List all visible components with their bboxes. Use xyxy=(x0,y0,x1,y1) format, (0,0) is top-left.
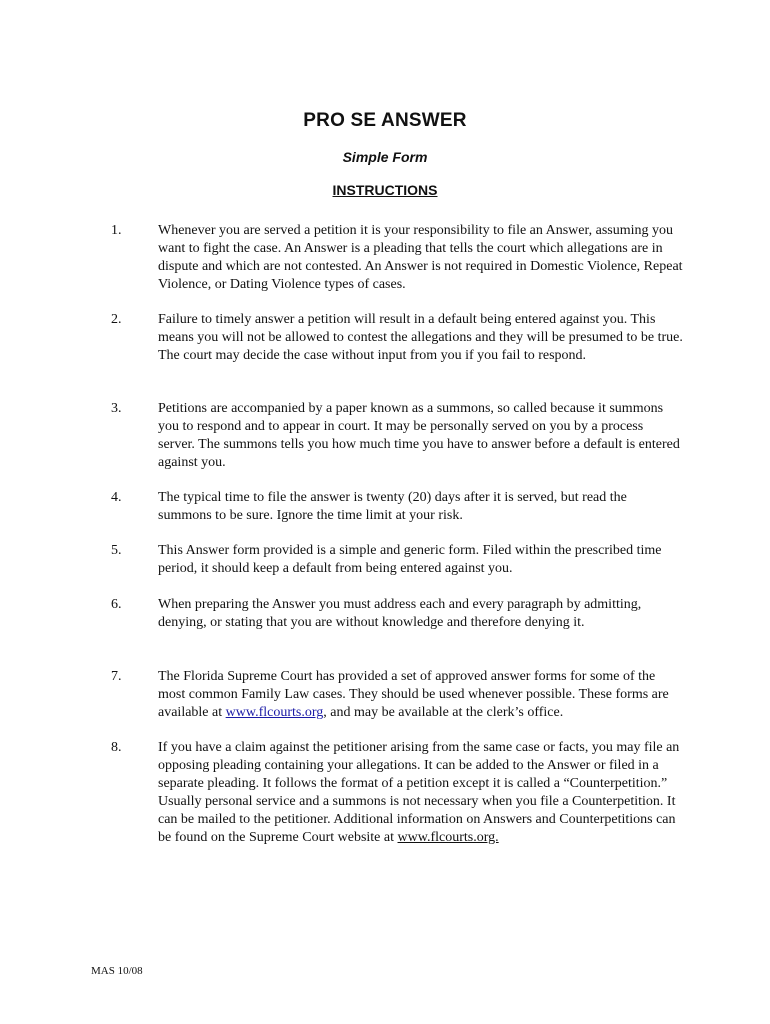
item-number: 5. xyxy=(111,543,122,558)
item-number: 7. xyxy=(111,669,122,684)
item-text: When preparing the Answer you must address each and every paragraph by admitting, denying, or stating that you are without knowledge and therefore denying it. xyxy=(158,597,642,630)
item-text: Failure to timely answer a petition will result in a default being entered against you. This means you will not be allowed to contest the allegations and they will be presumed to be true. The court may decide the case without input from you if you fail to respond. xyxy=(158,312,683,363)
item-number: 4. xyxy=(111,490,122,505)
item-text xyxy=(158,739,683,847)
item-text-before: The Florida Supreme Court has provided a set of approved answer forms for some of the most common Family Law cases. They should be used whenever possible. These forms are available at xyxy=(158,669,669,720)
item-number: 6. xyxy=(111,597,122,612)
flcourts-website-link[interactable]: www.flcourts.org. xyxy=(397,830,499,845)
flcourts-link[interactable]: www.flcourts.org xyxy=(225,705,324,720)
item-text: The typical time to file the answer is twenty (20) days after it is served, but read the summons to be sure. Ignore the time limit at your risk. xyxy=(158,490,627,523)
form-code-footer: MAS 10/08 xyxy=(91,965,143,977)
item-number: 8. xyxy=(111,740,122,755)
item-number: 3. xyxy=(111,401,122,416)
item-text xyxy=(158,668,683,722)
item-text: This Answer form provided is a simple and generic form. Filed within the prescribed time period, it should keep a default from being entered against you. xyxy=(158,543,662,576)
instructions-heading: INSTRUCTIONS xyxy=(332,182,438,198)
item-text: Whenever you are served a petition it is your responsibility to file an Answer, assuming you want to fight the case. An Answer is a pleading that tells the court which allegations are in dispute and which are not contested. An Answer is not required in Domestic Violence, Repeat Violence, or Dating Violence types of cases. xyxy=(158,223,683,292)
item-text-after: , and may be available at the clerk’s office. xyxy=(323,705,564,720)
item-number: 1. xyxy=(111,223,122,238)
item-text-before: If you have a claim against the petitioner arising from the same case or facts, you may file an opposing pleading containing your allegations. It can be added to the Answer or filed in a separate pleading. It follows the format of a petition except it is called a “Counterpetition.” Usually personal service and a summons is not necessary when you file a Counterpetition. It can be mailed to the petitioner. Additional information on Answers and Counterpetitions can be found on the Supreme Court website at xyxy=(158,740,680,845)
document-subtitle: Simple Form xyxy=(342,149,428,165)
document-title: PRO SE ANSWER xyxy=(303,110,467,131)
item-text: Petitions are accompanied by a paper known as a summons, so called because it summons you to respond and to appear in court. It may be personally served on you by a process server. The summons tells you how much time you have to answer before a default is entered against you. xyxy=(158,401,680,470)
item-number: 2. xyxy=(111,312,122,327)
